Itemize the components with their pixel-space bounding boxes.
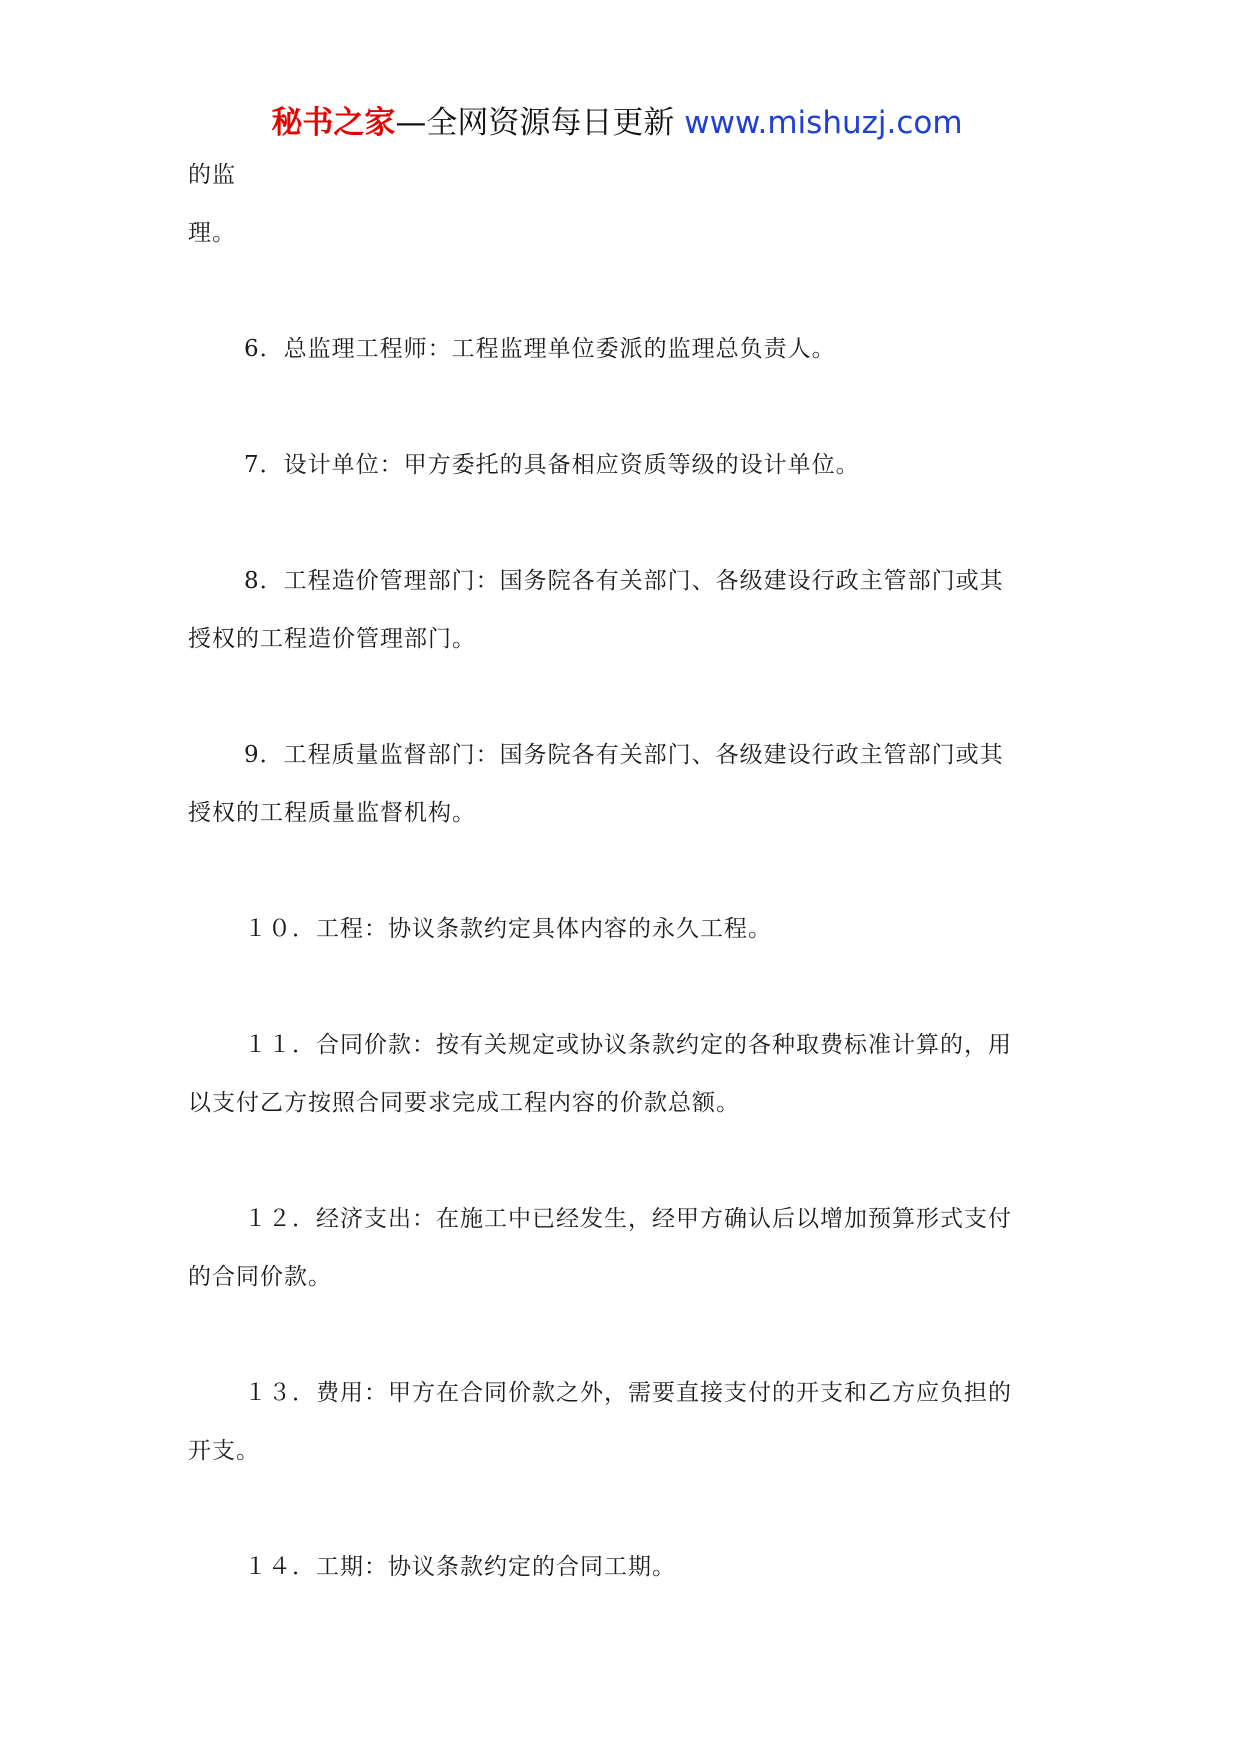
clause-6 [188,320,1048,378]
clause-text-continued: 以支付乙方按照合同要求完成工程内容的价款总额。 [188,1090,740,1116]
clause-text: 设计单位：甲方委托的具备相应资质等级的设计单位。 [283,452,860,478]
clause-text: 工程造价管理部门：国务院各有关部门、各级建设行政主管部门或其 [283,568,1004,594]
clause-number: 6． [244,336,284,362]
site-brand: 秘书之家 [271,105,396,141]
clause-10 [188,900,1048,958]
site-url: www.mishuzj.com [684,105,963,141]
clause-number: １１． [244,1032,316,1058]
clause-text-continued: 的合同价款。 [188,1264,332,1290]
continued-text-line: 理。 [188,220,236,246]
site-slogan: —全网资源每日更新 [395,105,675,141]
clause-text: 合同价款：按有关规定或协议条款约定的各种取费标准计算的，用 [316,1032,1012,1058]
clause-number: １０． [244,916,316,942]
clause-13 [188,1364,1048,1480]
continued-text-line: 的监 [188,162,236,188]
clause-number: 9． [244,742,284,768]
clause-number: 8． [244,568,284,594]
clause-text: 工程质量监督部门：国务院各有关部门、各级建设行政主管部门或其 [283,742,1004,768]
clause-text-continued: 开支。 [188,1438,260,1464]
clause-number: １３． [244,1380,316,1406]
clause-9 [188,726,1048,842]
clause-14 [188,1538,1048,1596]
clause-number: １４． [244,1554,316,1580]
clause-8 [188,552,1048,668]
clause-text-continued: 授权的工程质量监督机构。 [188,800,476,826]
clause-text: 总监理工程师：工程监理单位委派的监理总负责人。 [283,336,836,362]
clause-11 [188,1016,1048,1132]
clause-12 [188,1190,1048,1306]
clause-text: 经济支出：在施工中已经发生，经甲方确认后以增加预算形式支付 [316,1206,1012,1232]
clause-text-continued: 授权的工程造价管理部门。 [188,626,476,652]
clause-text: 费用：甲方在合同价款之外，需要直接支付的开支和乙方应负担的 [316,1380,1012,1406]
clause-number: １２． [244,1206,316,1232]
clause-text: 工程：协议条款约定具体内容的永久工程。 [316,916,772,942]
clause-number: 7． [244,452,284,478]
clause-7 [188,436,1048,494]
site-watermark-header [0,103,1234,143]
clause-text: 工期：协议条款约定的合同工期。 [316,1554,676,1580]
document-body [188,146,1048,1596]
